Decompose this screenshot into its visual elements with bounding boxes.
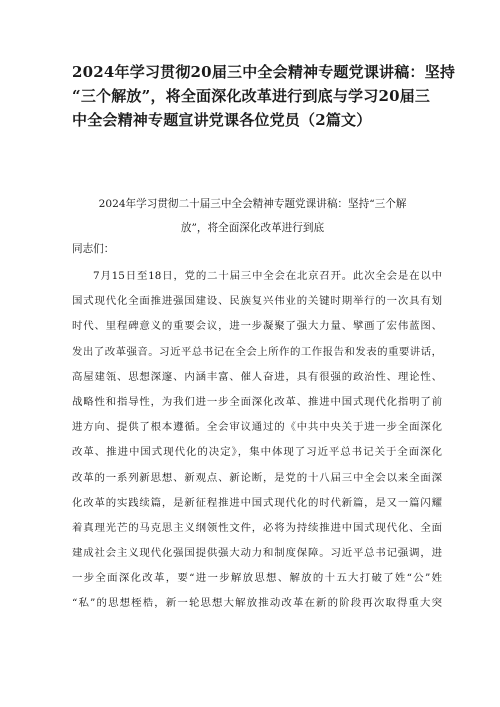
body-line: 7月15日至18日，党的二十届三中全会在北京召开。此次全会是在以中 [93,270,442,282]
body-line: 着真理光芒的马克思主义纲领性文件，必将为持续推进中国式现代化、全面 [72,521,442,534]
body-line: 建成社会主义现代化强国提供强大动力和制度保障。习近平总书记强调，进 [72,547,442,560]
salutation: 同志们： [72,243,115,255]
body-line: 国式现代化全面推进强国建设、民族复兴伟业的关键时期举行的一次具有划 [72,295,442,308]
section-title-line: 放”，将全面深化改革进行到底 [180,222,325,234]
section-title-line: 2024年学习贯彻二十届三中全会精神专题党课讲稿：坚持“三个解 [98,198,407,210]
body-line: 战略性和指导性，为我们进一步全面深化改革、推进中国式现代化指明了前 [72,395,442,408]
body-line: 化改革的实践续篇，是新征程推进中国式现代化的时代新篇，是又一篇闪耀 [72,496,442,509]
document-title-line: “三个解放”，将全面深化改革进行到底与学习20届三 [72,87,431,105]
body-paragraph [72,268,442,621]
body-line: 进方向、提供了根本遵循。全会审议通过的《中共中央关于进一步全面深化 [72,421,442,434]
body-line: 改革的一系列新思想、新观点、新论断，是党的十八届三中全会以来全面深 [72,471,442,484]
body-line: 一步全面深化改革，要“进一步解放思想、解放的十五大打破了姓“公”姓 [72,572,442,585]
document-title [72,60,456,132]
body-line: 高屋建瓴、思想深邃、内涵丰富、催人奋进，具有很强的政治性、理论性、 [72,370,442,383]
body-line: 时代、里程碑意义的重要会议，进一步凝聚了强大力量、擘画了宏伟蓝图、 [72,320,442,333]
section-title [80,192,425,240]
body-line: 改革、推进中国式现代化的决定》，集中体现了习近平总书记关于全面深化 [72,446,442,459]
document-title-line: 2024年学习贯彻20届三中全会精神专题党课讲稿：坚持 [72,63,456,81]
body-line: “私”的思想桎梏，新一轮思想大解放推动改革在新的阶段再次取得重大突 [72,597,442,610]
body-line: 发出了改革强音。习近平总书记在全会上所作的工作报告和发表的重要讲话， [72,345,442,358]
document-title-line: 中全会精神专题宣讲党课各位党员（2篇文） [72,111,372,129]
